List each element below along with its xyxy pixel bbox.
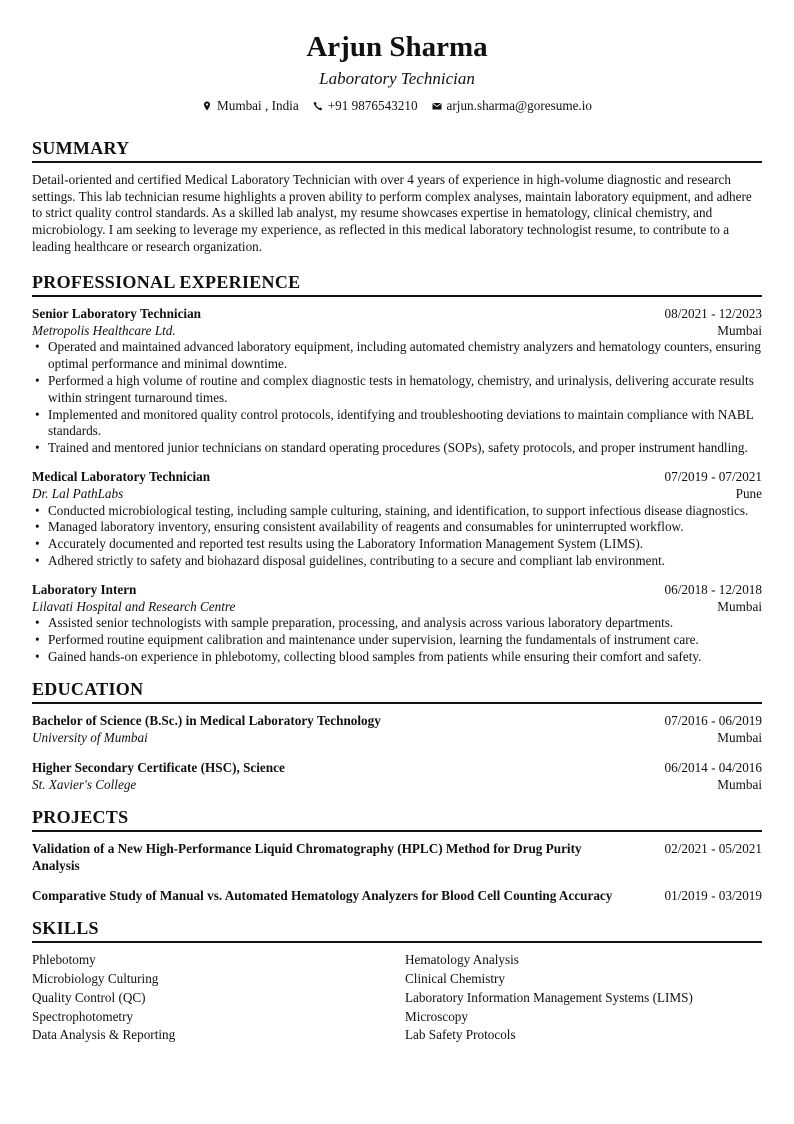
job-bullet: • Assisted senior technologists with sample preparation, processing, and analysis across various laboratory departments.: [48, 615, 762, 632]
education-header-row: [32, 713, 762, 730]
skill-item: Spectrophotometry: [32, 1008, 134, 1024]
envelope-icon: [432, 101, 442, 111]
job-role: Senior Laboratory Technician: [32, 305, 202, 321]
skill-item: Phlebotomy: [32, 952, 96, 968]
job-bullet: • Performed a high volume of routine and complex diagnostic tests in hematology, chemistry, and urinalysis, delivering accurate results within stringent turnaround times.: [48, 373, 762, 407]
candidate-title: Laboratory Technician: [319, 69, 475, 88]
job-dates: 07/2019 - 07/2021: [664, 468, 762, 484]
skill-item: Quality Control (QC): [32, 989, 146, 1005]
job-bullets: [32, 615, 762, 665]
job-bullet: • Accurately documented and reported test results using the Laboratory Information Management System (LIMS).: [48, 536, 762, 553]
job-bullet: • Trained and mentored junior technicians on standard operating procedures (SOPs), safety protocols, and proper instrument handling.: [48, 440, 762, 457]
education-school: University of Mumbai: [32, 729, 148, 745]
experience-header-row: [32, 306, 762, 323]
experience-heading: PROFESSIONAL EXPERIENCE: [32, 271, 762, 297]
skill-item: Lab Safety Protocols: [405, 1027, 516, 1043]
contact-line: [32, 98, 762, 115]
skill-item: Data Analysis & Reporting: [32, 1027, 176, 1043]
project-title: Comparative Study of Manual vs. Automated Hematology Analyzers for Blood Cell Counting Accuracy: [32, 887, 613, 903]
job-dates: 06/2018 - 12/2018: [664, 581, 762, 597]
skill-item: Laboratory Information Management Systems (LIMS): [405, 989, 693, 1005]
job-location: Mumbai: [717, 322, 762, 338]
education-dates: 06/2014 - 04/2016: [664, 760, 762, 776]
summary-text: Detail-oriented and certified Medical Laboratory Technician with over 4 years of experience in high-volume diagnostic and research settings. This lab technician resume highlights a proven ability to perform complex analyses, maintain laboratory equipment, and adhere to strict quality control standards. As a skilled lab analyst, my resume showcases expertise in hematology, clinical chemistry, and microbiology. I am seeking to leverage my experience, as reflected in this medical laboratory technologist resume, to contribute to a leading healthcare or research organization.: [32, 171, 752, 254]
education-school-row: [32, 777, 762, 794]
location-text: Mumbai , India: [217, 98, 299, 113]
phone-icon: [313, 101, 323, 111]
job-role: Medical Laboratory Technician: [32, 468, 211, 484]
experience-company-row: [32, 486, 762, 503]
candidate-name: Arjun Sharma: [306, 31, 488, 63]
job-company: Dr. Lal PathLabs: [32, 485, 124, 501]
contact-email[interactable]: [432, 98, 592, 115]
job-bullets: [32, 339, 762, 457]
skill-item: Hematology Analysis: [405, 952, 519, 968]
job-bullet: • Operated and maintained advanced laboratory equipment, including automated chemistry analyzers and hematology counters, ensuring optimal performance and minimal downtime.: [48, 339, 762, 373]
skill-item: Clinical Chemistry: [405, 971, 505, 987]
education-school-row: [32, 730, 762, 747]
summary-heading: SUMMARY: [32, 137, 762, 163]
job-company: Lilavati Hospital and Research Centre: [32, 598, 236, 614]
education-degree: Higher Secondary Certificate (HSC), Science: [32, 760, 285, 776]
skill-item: Microscopy: [405, 1008, 468, 1024]
experience-entry: [32, 306, 762, 457]
project-row: [32, 841, 762, 875]
job-role: Laboratory Intern: [32, 581, 137, 597]
job-bullet: • Adhered strictly to safety and biohazard disposal guidelines, contributing to a secure and compliant lab environment.: [48, 553, 762, 570]
location-pin-icon: [202, 101, 212, 111]
project-dates: 01/2019 - 03/2019: [664, 887, 762, 903]
experience-list: [32, 306, 762, 666]
phone-text: +91 9876543210: [327, 98, 418, 113]
contact-phone: [313, 98, 418, 115]
education-dates: 07/2016 - 06/2019: [664, 712, 762, 728]
project-entry: [32, 841, 762, 875]
email-text[interactable]: arjun.sharma@goresume.io: [446, 98, 592, 113]
skills-heading: SKILLS: [32, 917, 762, 943]
experience-company-row: [32, 323, 762, 340]
education-entry: [32, 713, 762, 747]
education-degree: Bachelor of Science (B.Sc.) in Medical Laboratory Technology: [32, 712, 381, 728]
job-location: Mumbai: [717, 598, 762, 614]
projects-list: [32, 841, 762, 904]
project-title: Validation of a New High-Performance Liquid Chromatography (HPLC) Method for Drug Purity Analysis: [32, 840, 582, 873]
education-header-row: [32, 760, 762, 777]
job-dates: 08/2021 - 12/2023: [664, 305, 762, 321]
project-entry: [32, 888, 762, 905]
contact-location: [202, 98, 299, 115]
experience-entry: [32, 582, 762, 666]
job-bullet: • Implemented and monitored quality control protocols, identifying and troubleshooting deviations to maintain compliance with NABL standards.: [48, 407, 762, 441]
education-location: Mumbai: [717, 729, 762, 745]
experience-header-row: [32, 469, 762, 486]
education-school: St. Xavier's College: [32, 777, 137, 793]
job-bullet: • Gained hands-on experience in phlebotomy, collecting blood samples from patients while ensuring their comfort and safety.: [48, 649, 762, 666]
job-bullet: • Conducted microbiological testing, including sample culturing, staining, and identification, to support infectious disease diagnostics.: [48, 503, 762, 520]
experience-header-row: [32, 582, 762, 599]
resume-header: [32, 30, 762, 115]
job-bullet: • Managed laboratory inventory, ensuring consistent availability of reagents and consumables for uninterrupted workflow.: [48, 519, 762, 536]
skill-item: Microbiology Culturing: [32, 971, 159, 987]
experience-company-row: [32, 599, 762, 616]
project-row: [32, 888, 762, 905]
job-location: Pune: [735, 485, 762, 501]
job-company: Metropolis Healthcare Ltd.: [32, 322, 176, 338]
education-heading: EDUCATION: [32, 678, 762, 704]
education-list: [32, 713, 762, 794]
education-entry: [32, 760, 762, 794]
project-dates: 02/2021 - 05/2021: [664, 840, 762, 856]
skills-list: [32, 952, 762, 1044]
education-location: Mumbai: [717, 777, 762, 793]
experience-entry: [32, 469, 762, 570]
projects-heading: PROJECTS: [32, 806, 762, 832]
job-bullets: [32, 503, 762, 570]
job-bullet: • Performed routine equipment calibration and maintenance under supervision, learning the fundamentals of instrument care.: [48, 632, 762, 649]
